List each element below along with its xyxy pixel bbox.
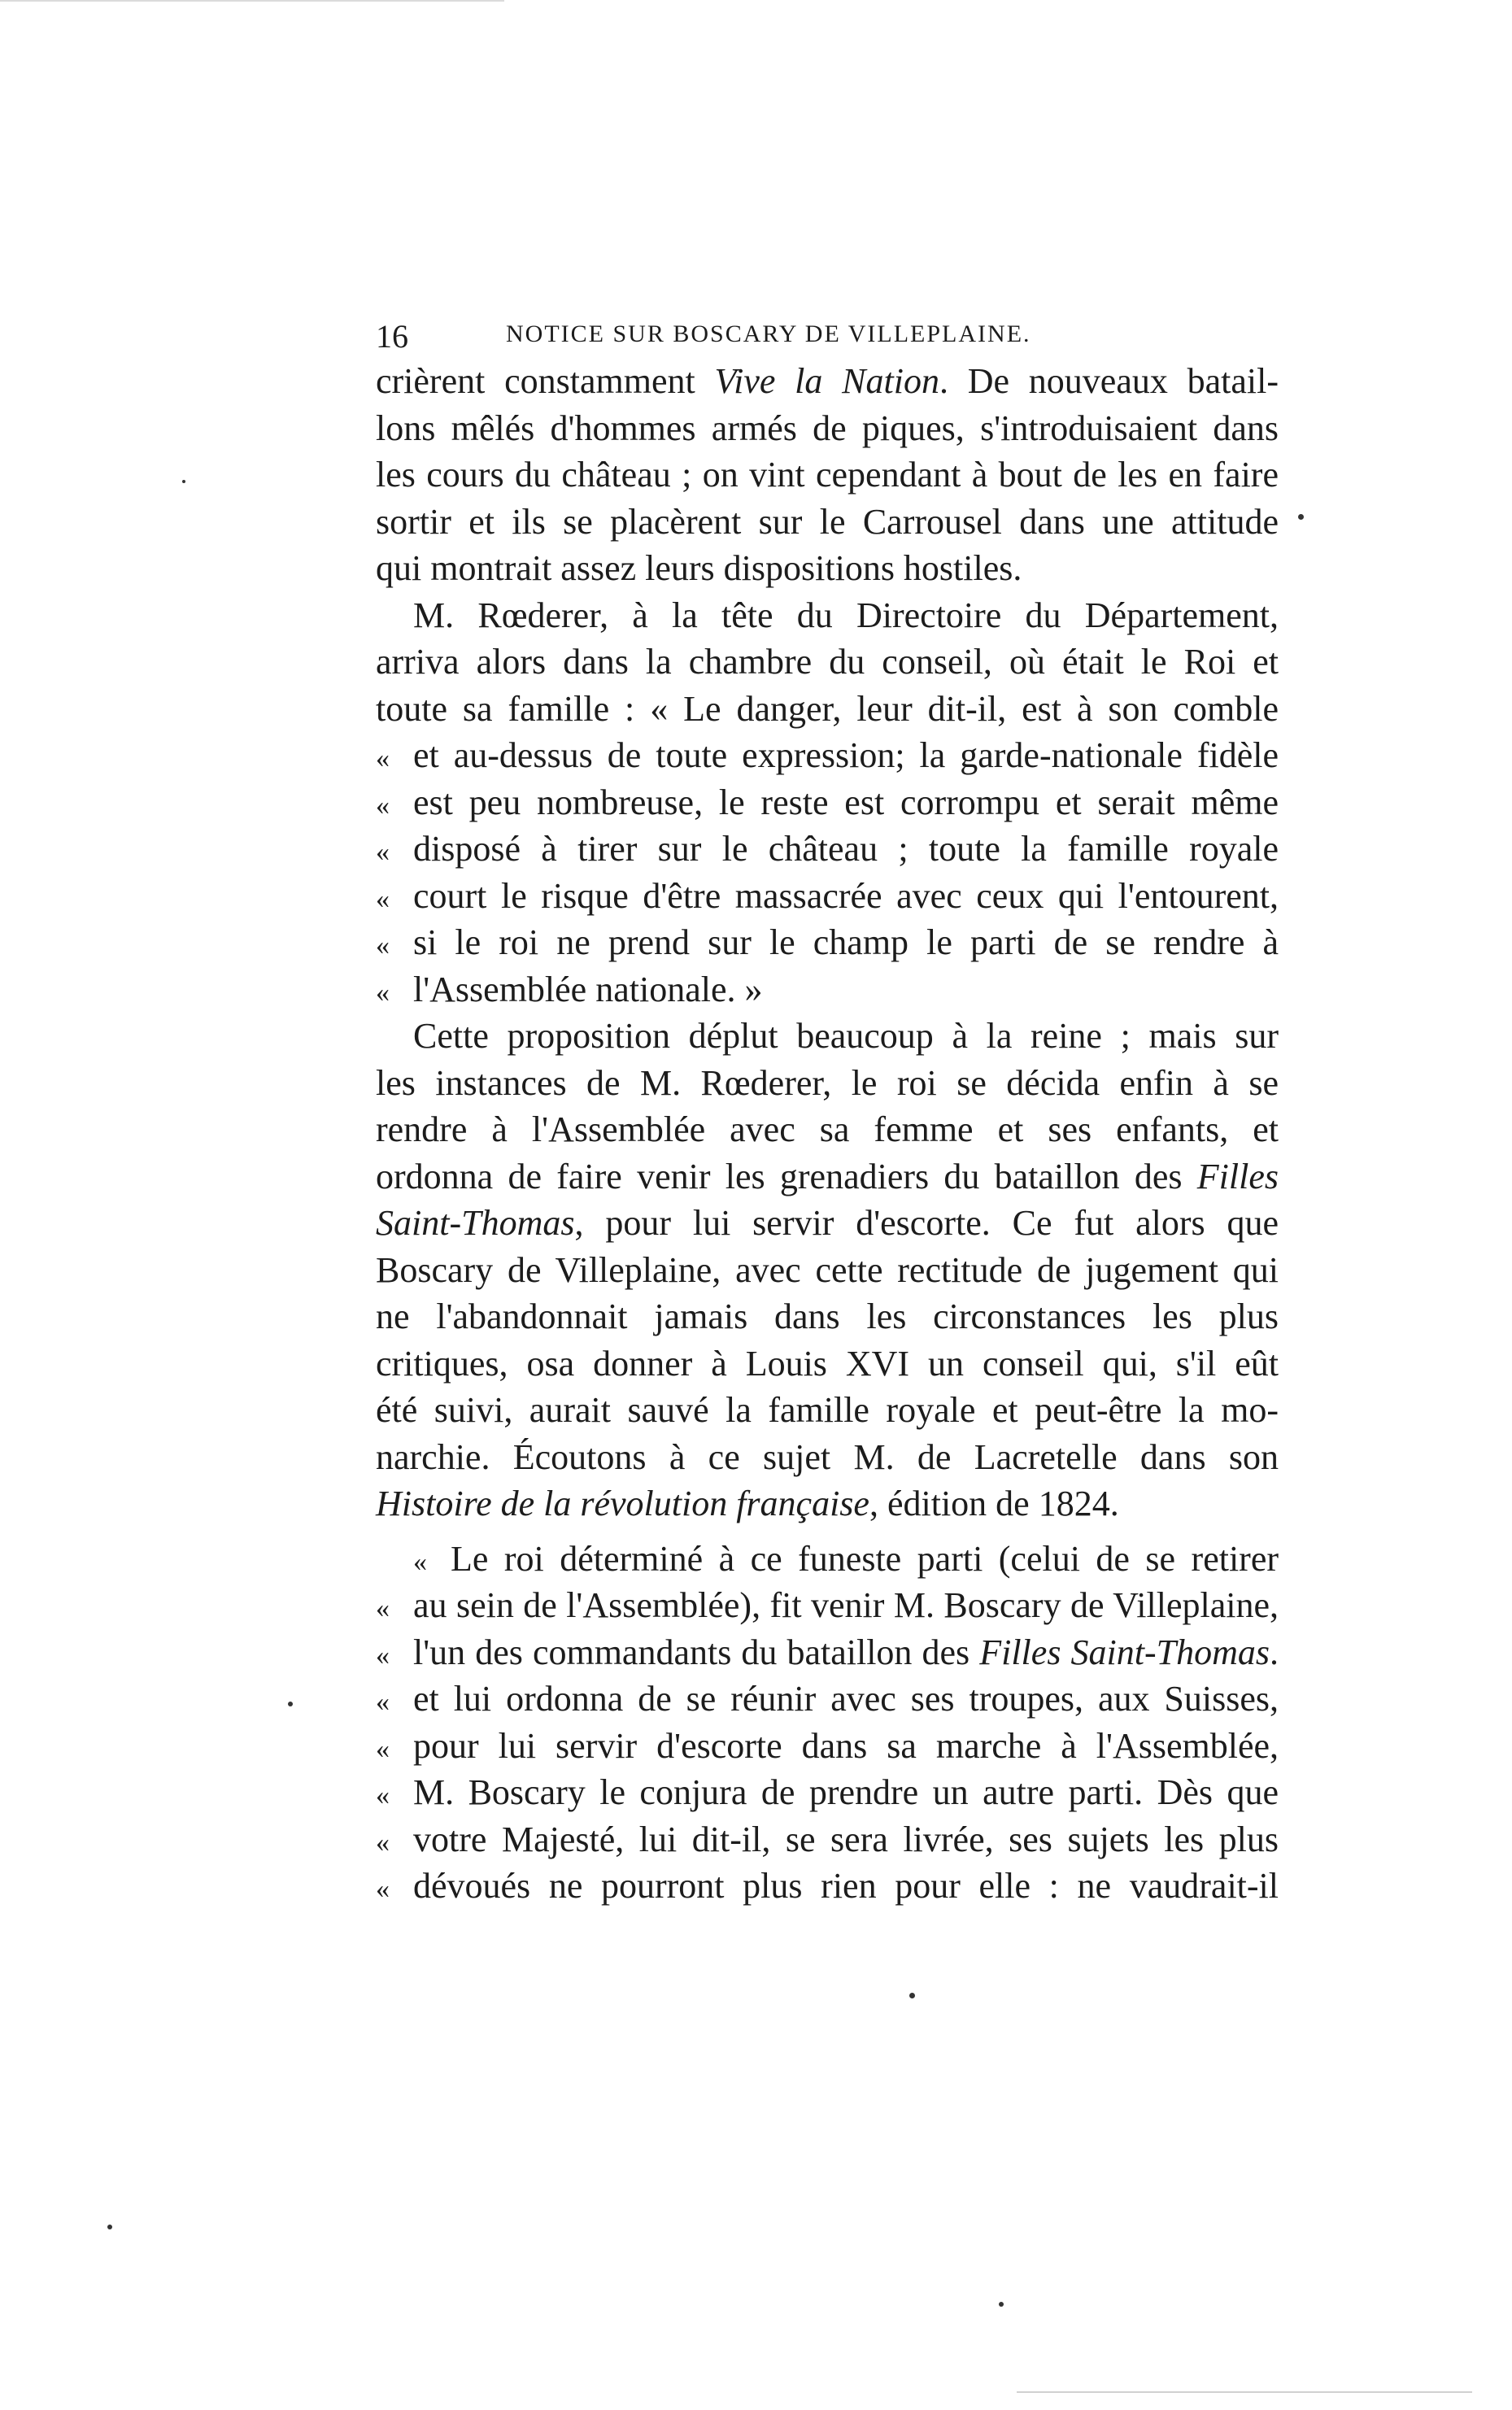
text-line: critiques, osa donner à Louis XVI un conseil qui, s'il eût [376, 1343, 1279, 1384]
ink-speck [1298, 514, 1304, 520]
text-line: narchie. Écoutons à ce sujet M. de Lacretelle dans son [376, 1436, 1279, 1477]
text-line: ne l'abandonnait jamais dans les circonstances les plus [376, 1297, 1279, 1336]
quote-mark: « [376, 743, 390, 774]
quote-mark: « [376, 1593, 390, 1623]
text-line: les cours du château ; on vint cependant à bout de les en faire [376, 455, 1279, 495]
quote-mark: « [376, 837, 390, 867]
quote-mark: « [376, 1733, 390, 1764]
text-line: lons mêlés d'hommes armés de piques, s'introduisaient dans [376, 407, 1279, 448]
text-line: « est peu nombreuse, le reste est corrompu et serait même [376, 779, 1279, 826]
text-line: ordonna de faire venir les grenadiers du bataillon des Filles [376, 1156, 1279, 1196]
text-line: « disposé à tirer sur le château ; toute la famille royale [376, 826, 1279, 873]
ink-speck [999, 2302, 1004, 2307]
text-line: « et lui ordonna de se réunir avec ses troupes, aux Suisses, [376, 1676, 1279, 1723]
text-line: « si le roi ne prend sur le champ le parti de se rendre à [376, 919, 1279, 966]
text-line: Cette proposition déplut beaucoup à la reine ; mais sur [413, 1016, 1279, 1056]
quote-mark: « [376, 1827, 390, 1858]
text-line: « votre Majesté, lui dit-il, se sera livrée, ses sujets les plus [376, 1816, 1279, 1863]
quote-mark: « [413, 1546, 427, 1577]
text-line: été suivi, aurait sauvé la famille royale et peut-être la mo- [376, 1390, 1279, 1430]
text-line: Saint-Thomas, pour lui servir d'escorte. Ce fut alors que [376, 1203, 1279, 1243]
ink-speck [909, 1993, 915, 1998]
quote-mark: « [376, 1640, 390, 1671]
quote-mark: « [376, 1687, 390, 1717]
text-line: « M. Boscary le conjura de prendre un autre parti. Dès que [376, 1769, 1279, 1816]
bottom-edge-mark [1017, 2391, 1472, 2393]
text-line: « au sein de l'Assemblée), fit venir M. Boscary de Villeplaine, [376, 1582, 1279, 1629]
ink-speck [182, 480, 185, 483]
quote-mark: « [376, 977, 390, 1008]
page-header [376, 311, 1279, 360]
text-line: « dévoués ne pourront plus rien pour elle : ne vaudrait-il [376, 1863, 1279, 1910]
text-line: « l'Assemblée nationale. » [376, 966, 1279, 1013]
text-line: « et au-dessus de toute expression; la garde-nationale fidèle [376, 732, 1279, 779]
text-line: « court le risque d'être massacrée avec ceux qui l'entourent, [376, 873, 1279, 920]
quote-mark: « [376, 790, 390, 821]
text-line: « l'un des commandants du bataillon des Filles Saint-Thomas. [376, 1629, 1279, 1676]
page-number: 16 [376, 318, 408, 355]
quote-mark: « [376, 930, 390, 961]
quote-mark: « [376, 1874, 390, 1904]
ink-speck [288, 1702, 293, 1706]
text-line: qui montrait assez leurs dispositions hostiles. [376, 548, 1022, 588]
text-line: Histoire de la révolution française, édition de 1824. [376, 1484, 1119, 1523]
text-line: sortir et ils se placèrent sur le Carrousel dans une attitude [376, 501, 1279, 542]
quote-mark: « [376, 1780, 390, 1811]
text-line: « Le roi déterminé à ce funeste parti (celui de se retirer [376, 1536, 1279, 1583]
text-line: Boscary de Villeplaine, avec cette rectitude de jugement qui [376, 1249, 1279, 1290]
text-line: rendre à l'Assemblée avec sa femme et ses enfants, et [376, 1109, 1279, 1149]
text-line: toute sa famille : « Le danger, leur dit-il, est à son comble [376, 688, 1279, 729]
text-line: les instances de M. Rœderer, le roi se décida enfin à se [376, 1062, 1279, 1103]
text-line: arriva alors dans la chambre du conseil, où était le Roi et [376, 642, 1279, 682]
top-edge-mark [0, 0, 504, 2]
running-head: NOTICE SUR BOSCARY DE VILLEPLAINE. [506, 320, 1031, 347]
body-text [376, 358, 1279, 1910]
quote-mark: « [376, 883, 390, 914]
ink-speck [107, 2225, 112, 2229]
text-line: crièrent constamment Vive la Nation. De nouveaux batail- [376, 361, 1279, 401]
text-line: « pour lui servir d'escorte dans sa marche à l'Assemblée, [376, 1723, 1279, 1770]
text-line: M. Rœderer, à la tête du Directoire du Département, [413, 595, 1279, 635]
